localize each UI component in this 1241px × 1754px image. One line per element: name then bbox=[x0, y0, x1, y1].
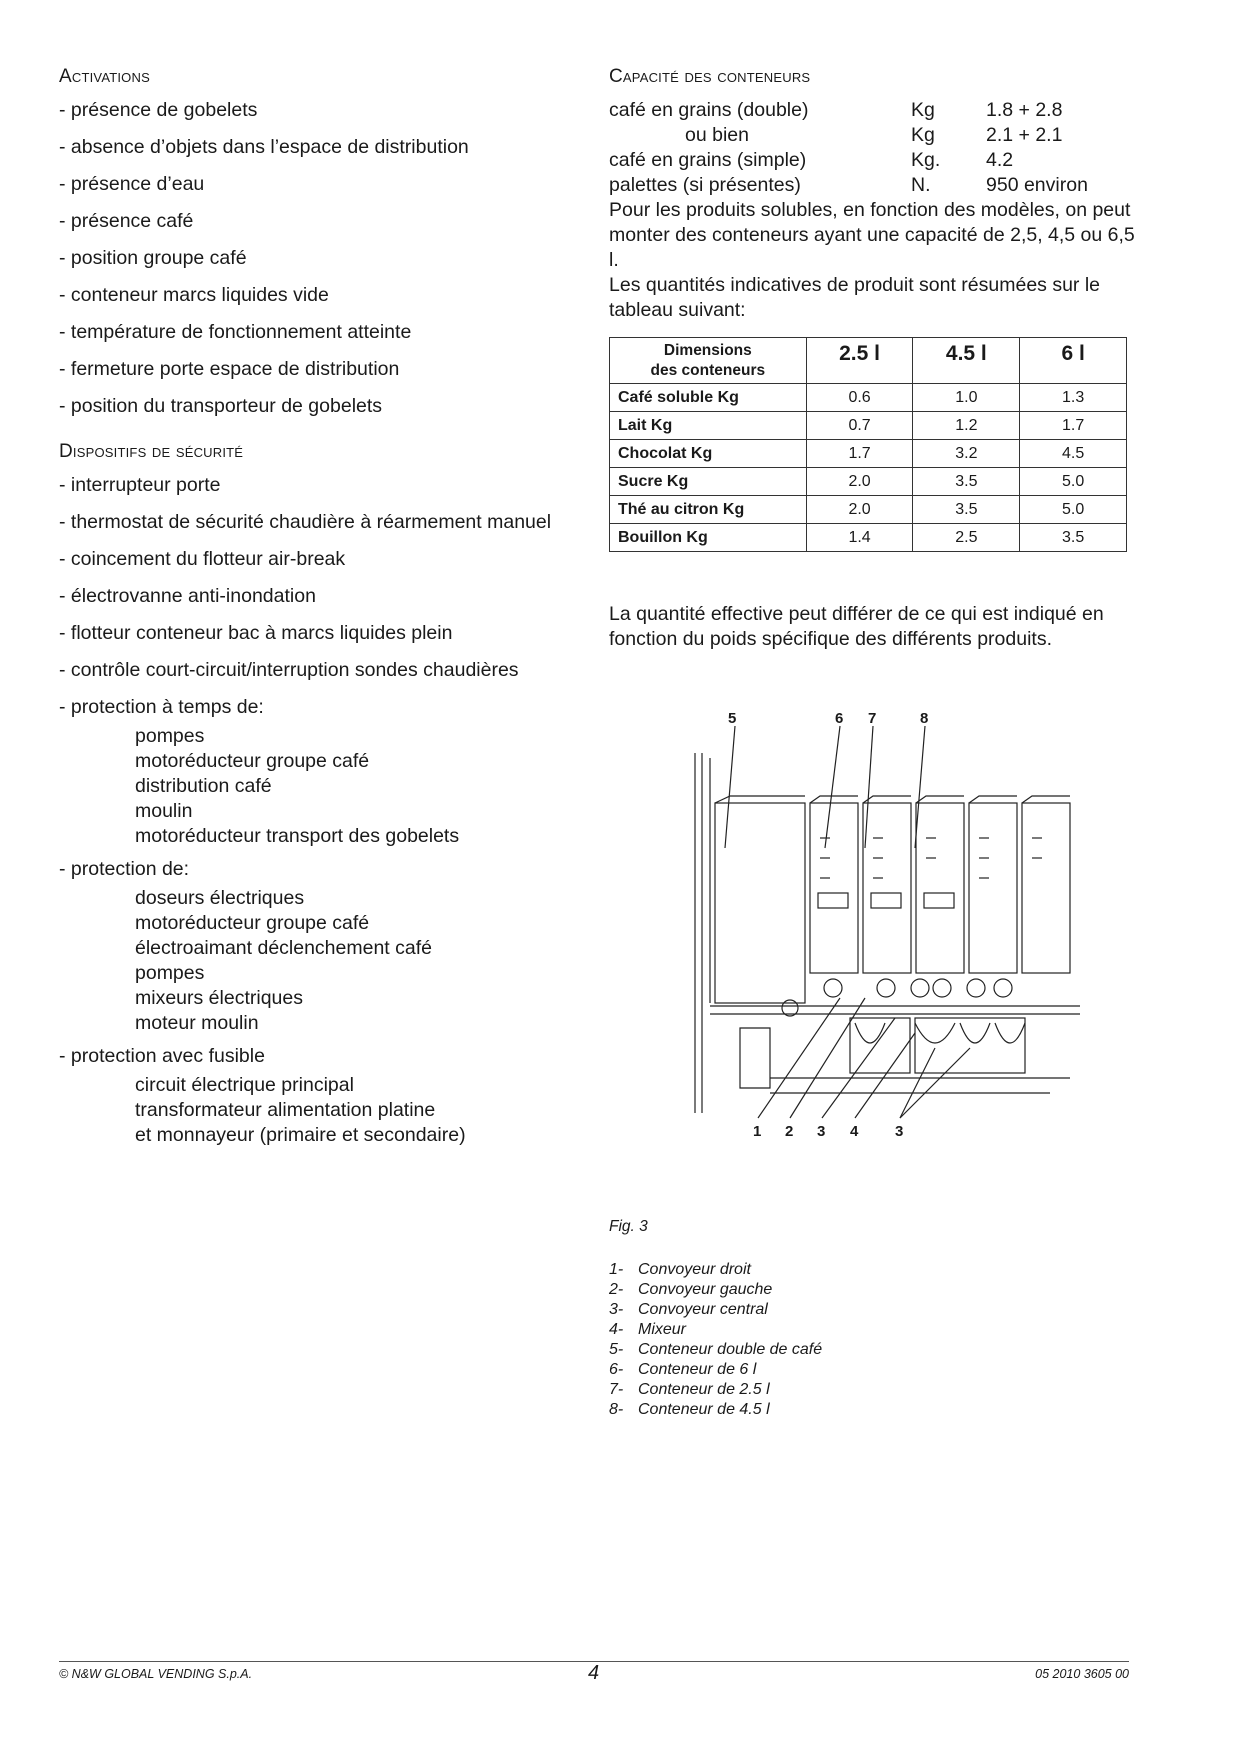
row-label: Lait Kg bbox=[610, 412, 807, 440]
callout-2: 2 bbox=[785, 1123, 794, 1140]
capacity-list bbox=[609, 98, 1139, 198]
list-item: - thermostat de sécurité chaudière à réarmement manuel bbox=[59, 511, 552, 533]
row-label: Thé au citron Kg bbox=[610, 496, 807, 524]
capacity-unit: Kg bbox=[911, 99, 935, 121]
capacity-unit: Kg. bbox=[911, 149, 941, 171]
list-item: - flotteur conteneur bac à marcs liquides plein bbox=[59, 622, 453, 644]
safety-list bbox=[59, 473, 559, 1148]
capacity-value: 2.1 + 2.1 bbox=[986, 124, 1063, 146]
cell: 1.7 bbox=[1020, 412, 1127, 440]
legend-num: 6- bbox=[609, 1361, 624, 1378]
list-item: - protection de: bbox=[59, 858, 190, 880]
cell: 1.0 bbox=[913, 384, 1020, 412]
table-header-row bbox=[610, 338, 1127, 384]
callout-3: 3 bbox=[817, 1123, 826, 1140]
machine-illustration bbox=[670, 718, 1090, 1158]
figure-3-drawing bbox=[670, 710, 1090, 1158]
callout-8: 8 bbox=[920, 710, 929, 727]
list-item: - électrovanne anti-inondation bbox=[59, 585, 316, 607]
list-item: - présence café bbox=[59, 210, 194, 232]
capacity-row bbox=[609, 98, 1139, 123]
legend-item bbox=[609, 1260, 822, 1280]
list-item: - présence d’eau bbox=[59, 173, 205, 195]
legend-item bbox=[609, 1280, 822, 1300]
list-item: - protection à temps de: bbox=[59, 696, 264, 718]
list-item: - présence de gobelets bbox=[59, 99, 258, 121]
table-row bbox=[610, 496, 1127, 524]
callout-1: 1 bbox=[753, 1123, 762, 1140]
volume-header: 4.5 l bbox=[913, 338, 1020, 384]
list-item: - interrupteur porte bbox=[59, 474, 221, 496]
cell: 1.3 bbox=[1020, 384, 1127, 412]
header-line: des conteneurs bbox=[650, 361, 766, 379]
legend-text: Convoyeur central bbox=[638, 1301, 768, 1318]
figure-caption: Fig. 3 bbox=[609, 1218, 648, 1235]
capacity-row bbox=[609, 173, 1139, 198]
sub-item: moteur moulin bbox=[135, 1012, 259, 1034]
legend-text: Conteneur de 4.5 l bbox=[638, 1401, 770, 1418]
volume-header: 2.5 l bbox=[806, 338, 913, 384]
solubles-paragraph: Pour les produits solubles, en fonction des modèles, on peut monter des conteneurs ayant une capacité de 2,5, 4,5 ou 6,5 l. bbox=[609, 199, 1135, 271]
sub-item: distribution café bbox=[135, 775, 272, 797]
footer-copyright: © N&W GLOBAL VENDING S.p.A. bbox=[59, 1667, 253, 1681]
list-item: - absence d’objets dans l’espace de distribution bbox=[59, 136, 469, 158]
row-label: Chocolat Kg bbox=[610, 440, 807, 468]
callout-3b: 3 bbox=[895, 1123, 904, 1140]
cell: 3.5 bbox=[1020, 524, 1127, 552]
table-row bbox=[610, 412, 1127, 440]
legend-item bbox=[609, 1360, 822, 1380]
list-item: - coincement du flotteur air-break bbox=[59, 548, 346, 570]
list-item: - position groupe café bbox=[59, 247, 247, 269]
legend-num: 5- bbox=[609, 1341, 624, 1358]
cell: 5.0 bbox=[1020, 468, 1127, 496]
sub-item: pompes bbox=[135, 725, 205, 747]
sub-item: et monnayeur (primaire et secondaire) bbox=[135, 1124, 466, 1146]
sub-item: motoréducteur transport des gobelets bbox=[135, 825, 460, 847]
cell: 1.7 bbox=[806, 440, 913, 468]
legend-num: 7- bbox=[609, 1381, 624, 1398]
sub-item: doseurs électriques bbox=[135, 887, 305, 909]
right-column bbox=[609, 66, 1139, 652]
cell: 3.5 bbox=[913, 468, 1020, 496]
list-item: - protection avec fusible bbox=[59, 1045, 265, 1067]
volume-header: 6 l bbox=[1020, 338, 1127, 384]
cell: 1.4 bbox=[806, 524, 913, 552]
capacity-label: café en grains (simple) bbox=[609, 149, 807, 171]
legend-item bbox=[609, 1340, 822, 1360]
sub-item: motoréducteur groupe café bbox=[135, 912, 370, 934]
capacity-value: 950 environ bbox=[986, 174, 1088, 196]
cell: 5.0 bbox=[1020, 496, 1127, 524]
legend-num: 1- bbox=[609, 1261, 624, 1278]
callout-7: 7 bbox=[868, 710, 877, 727]
legend-text: Convoyeur gauche bbox=[638, 1281, 773, 1298]
legend-item bbox=[609, 1300, 822, 1320]
document-code: 05 2010 3605 00 bbox=[1035, 1667, 1129, 1681]
fuse-list bbox=[59, 1073, 559, 1148]
sub-item: transformateur alimentation platine bbox=[135, 1099, 436, 1121]
quantities-paragraph: Les quantités indicatives de produit sont résumées sur le tableau suivant: bbox=[609, 274, 1101, 321]
legend-text: Conteneur de 2.5 l bbox=[638, 1381, 770, 1398]
sub-item: moulin bbox=[135, 800, 193, 822]
table-row bbox=[610, 524, 1127, 552]
legend-text: Mixeur bbox=[638, 1321, 687, 1338]
capacity-row bbox=[609, 123, 1139, 148]
legend-num: 2- bbox=[609, 1281, 624, 1298]
safety-title: Dispositifs de sécurité bbox=[59, 441, 244, 462]
row-label: Bouillon Kg bbox=[610, 524, 807, 552]
table-row bbox=[610, 468, 1127, 496]
dimensions-header bbox=[610, 338, 807, 384]
capacity-title: Capacité des conteneurs bbox=[609, 66, 811, 87]
activations-list bbox=[59, 98, 559, 419]
legend-item bbox=[609, 1400, 822, 1420]
cell: 2.0 bbox=[806, 468, 913, 496]
list-item: - conteneur marcs liquides vide bbox=[59, 284, 329, 306]
sub-item: circuit électrique principal bbox=[135, 1074, 354, 1096]
capacity-value: 4.2 bbox=[986, 149, 1014, 171]
sub-item: mixeurs électriques bbox=[135, 987, 303, 1009]
capacity-row bbox=[609, 148, 1139, 173]
callout-4: 4 bbox=[850, 1123, 859, 1140]
legend-text: Convoyeur droit bbox=[638, 1261, 751, 1278]
header-line: Dimensions bbox=[663, 341, 752, 359]
cell: 3.5 bbox=[913, 496, 1020, 524]
effective-quantity-paragraph: La quantité effective peut différer de ce qui est indiqué en fonction du poids spécifique des différents produits. bbox=[609, 603, 1104, 650]
sub-item: électroaimant déclenchement café bbox=[135, 937, 433, 959]
callout-5: 5 bbox=[728, 710, 737, 727]
capacity-label: café en grains (double) bbox=[609, 99, 809, 121]
legend-item bbox=[609, 1380, 822, 1400]
cell: 2.0 bbox=[806, 496, 913, 524]
table-row bbox=[610, 440, 1127, 468]
capacity-value: 1.8 + 2.8 bbox=[986, 99, 1063, 121]
page-number: 4 bbox=[588, 1662, 600, 1684]
capacity-label: palettes (si présentes) bbox=[609, 174, 801, 196]
cell: 4.5 bbox=[1020, 440, 1127, 468]
legend-text: Conteneur double de café bbox=[638, 1341, 823, 1358]
left-column bbox=[59, 66, 559, 1156]
capacity-unit: N. bbox=[911, 174, 931, 196]
capacity-unit: Kg bbox=[911, 124, 935, 146]
legend-num: 8- bbox=[609, 1401, 624, 1418]
callout-6: 6 bbox=[835, 710, 844, 727]
list-item: - température de fonctionnement atteinte bbox=[59, 321, 412, 343]
sub-item: motoréducteur groupe café bbox=[135, 750, 370, 772]
list-item: - position du transporteur de gobelets bbox=[59, 395, 383, 417]
row-label: Café soluble Kg bbox=[610, 384, 807, 412]
legend-text: Conteneur de 6 l bbox=[638, 1361, 757, 1378]
row-label: Sucre Kg bbox=[610, 468, 807, 496]
time-protection-list bbox=[59, 724, 559, 849]
protection-list bbox=[59, 886, 559, 1036]
table-row bbox=[610, 384, 1127, 412]
figure-legend bbox=[609, 1260, 822, 1420]
quantity-table bbox=[609, 337, 1127, 552]
legend-num: 3- bbox=[609, 1301, 624, 1318]
list-item: - contrôle court-circuit/interruption sondes chaudières bbox=[59, 659, 519, 681]
legend-num: 4- bbox=[609, 1321, 624, 1338]
activations-title: Activations bbox=[59, 66, 150, 87]
legend-item bbox=[609, 1320, 822, 1340]
list-item: - fermeture porte espace de distribution bbox=[59, 358, 400, 380]
cell: 0.7 bbox=[806, 412, 913, 440]
cell: 1.2 bbox=[913, 412, 1020, 440]
cell: 2.5 bbox=[913, 524, 1020, 552]
cell: 3.2 bbox=[913, 440, 1020, 468]
capacity-label: ou bien bbox=[685, 124, 749, 146]
cell: 0.6 bbox=[806, 384, 913, 412]
sub-item: pompes bbox=[135, 962, 205, 984]
